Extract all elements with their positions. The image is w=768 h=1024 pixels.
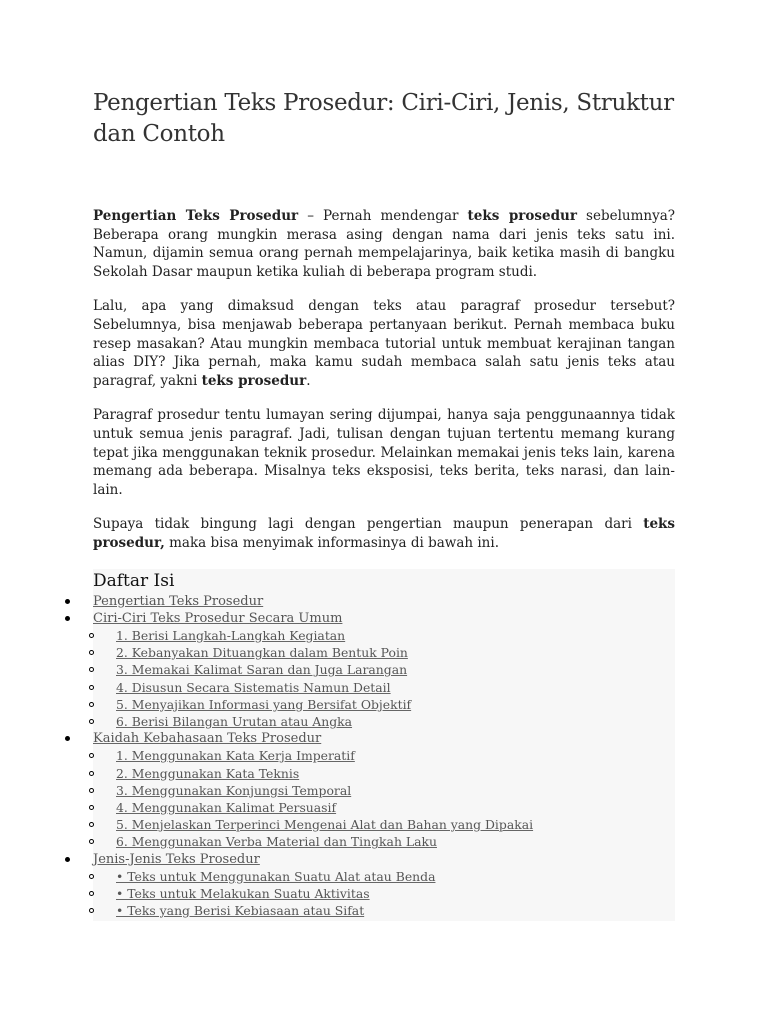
toc-title: Daftar Isi xyxy=(93,570,175,591)
toc-link-ciri-ciri[interactable]: Ciri-Ciri Teks Prosedur Secara Umum xyxy=(93,610,343,626)
toc-subitem xyxy=(93,627,675,644)
toc-item xyxy=(93,593,675,610)
toc-item xyxy=(93,851,675,868)
toc-sublink[interactable]: • Teks yang Berisi Kebiasaan atau Sifat xyxy=(116,903,365,919)
bullet-icon xyxy=(65,616,70,621)
paragraph-2 xyxy=(93,297,675,390)
toc-subitem xyxy=(93,661,675,678)
toc-sublink[interactable]: 6. Menggunakan Verba Material dan Tingkah Laku xyxy=(116,834,437,850)
circle-bullet-icon xyxy=(89,822,94,827)
circle-bullet-icon xyxy=(89,667,94,672)
toc-sublink[interactable]: 5. Menyajikan Informasi yang Bersifat Objektif xyxy=(116,696,412,712)
toc-sublink[interactable]: 4. Disusun Secara Sistematis Namun Detail xyxy=(116,679,391,695)
text-run: Lalu, apa yang dimaksud dengan teks atau paragraf prosedur tersebut? Sebelumnya, bisa menjawab beberapa pertanyaan berikut. Pernah membaca buku resep masakan? Atau mungkin membaca tutorial untuk membuat kerajinan tangan alias DIY? Jika pernah, maka kamu sudah membaca salah satu jenis teks atau paragraf, yakni xyxy=(93,298,675,389)
circle-bullet-icon xyxy=(89,908,94,913)
toc-sublink[interactable]: 1. Menggunakan Kata Kerja Imperatif xyxy=(116,748,355,764)
circle-bullet-icon xyxy=(89,719,94,724)
toc-sublink[interactable]: • Teks untuk Menggunakan Suatu Alat atau Benda xyxy=(116,868,436,884)
text-run: maka bisa menyimak informasinya di bawah ini. xyxy=(164,534,499,551)
toc-subitem xyxy=(93,679,675,696)
text-run: Supaya tidak bingung lagi dengan pengertian maupun penerapan dari xyxy=(93,516,644,533)
table-of-contents xyxy=(93,569,675,922)
toc-list xyxy=(93,593,675,920)
bold-term: teks prosedur, xyxy=(93,516,675,551)
toc-subitem xyxy=(93,696,675,713)
text-run: sebelumnya? Beberapa orang mungkin merasa asing dengan nama dari jenis teks satu ini. Namun, dijamin semua orang pernah mempelajarinya, baik ketika masih di bangku Sekolah Dasar maupun ketika kuliah di beberapa program studi. xyxy=(93,208,675,280)
toc-subitem xyxy=(93,799,675,816)
page-title: Pengertian Teks Prosedur: Ciri-Ciri, Jenis, Struktur dan Contoh xyxy=(93,90,674,147)
circle-bullet-icon xyxy=(89,650,94,655)
toc-subitem xyxy=(93,782,675,799)
toc-subitem xyxy=(93,833,675,850)
toc-sublink[interactable]: 3. Memakai Kalimat Saran dan Juga Larangan xyxy=(116,662,408,678)
toc-item xyxy=(93,610,675,627)
bold-lead: Pengertian Teks Prosedur xyxy=(93,208,299,224)
toc-subitem xyxy=(93,816,675,833)
toc-subitem xyxy=(93,713,675,730)
toc-link-kaidah[interactable]: Kaidah Kebahasaan Teks Prosedur xyxy=(93,731,322,747)
toc-subitem xyxy=(93,747,675,764)
toc-sublink[interactable]: • Teks untuk Melakukan Suatu Aktivitas xyxy=(116,885,370,901)
toc-subitem xyxy=(93,868,675,885)
toc-link-jenis[interactable]: Jenis-Jenis Teks Prosedur xyxy=(93,851,260,867)
circle-bullet-icon xyxy=(89,788,94,793)
circle-bullet-icon xyxy=(89,753,94,758)
circle-bullet-icon xyxy=(89,839,94,844)
toc-sublink[interactable]: 4. Menggunakan Kalimat Persuasif xyxy=(116,799,337,815)
toc-sublink[interactable]: 5. Menjelaskan Terperinci Mengenai Alat dan Bahan yang Dipakai xyxy=(116,817,534,833)
toc-subitem xyxy=(93,885,675,902)
circle-bullet-icon xyxy=(89,685,94,690)
circle-bullet-icon xyxy=(89,702,94,707)
document-page xyxy=(93,88,675,921)
paragraph-4 xyxy=(93,515,675,552)
toc-link-pengertian[interactable]: Pengertian Teks Prosedur xyxy=(93,593,264,609)
circle-bullet-icon xyxy=(89,874,94,879)
circle-bullet-icon xyxy=(89,771,94,776)
toc-sublink[interactable]: 1. Berisi Langkah-Langkah Kegiatan xyxy=(116,627,346,643)
circle-bullet-icon xyxy=(89,805,94,810)
text-run: . xyxy=(306,372,311,389)
circle-bullet-icon xyxy=(89,891,94,896)
toc-sublink[interactable]: 2. Kebanyakan Dituangkan dalam Bentuk Poin xyxy=(116,645,408,661)
toc-sublink[interactable]: 6. Berisi Bilangan Urutan atau Angka xyxy=(116,713,353,729)
paragraph-3: Paragraf prosedur tentu lumayan sering dijumpai, hanya saja penggunaannya tidak untuk semua jenis paragraf. Jadi, tulisan dengan tujuan tertentu memang kurang tepat jika menggunakan teknik prosedur. Melainkan memakai jenis teks lain, karena memang ada beberapa. Misalnya teks eksposisi, teks berita, teks narasi, dan lain-lain. xyxy=(93,407,675,498)
text-run: – Pernah mendengar xyxy=(298,208,468,224)
bullet-icon xyxy=(65,736,70,741)
toc-sublink[interactable]: 2. Menggunakan Kata Teknis xyxy=(116,765,300,781)
toc-subitem xyxy=(93,902,675,919)
bullet-icon xyxy=(65,599,70,604)
toc-subitem xyxy=(93,644,675,661)
intro-paragraph xyxy=(93,207,675,281)
bold-term: teks prosedur xyxy=(467,208,577,224)
toc-item xyxy=(93,730,675,747)
bold-term: teks prosedur xyxy=(201,372,307,389)
bullet-icon xyxy=(65,857,70,862)
toc-subitem xyxy=(93,765,675,782)
toc-sublink[interactable]: 3. Menggunakan Konjungsi Temporal xyxy=(116,782,352,798)
circle-bullet-icon xyxy=(89,633,94,638)
